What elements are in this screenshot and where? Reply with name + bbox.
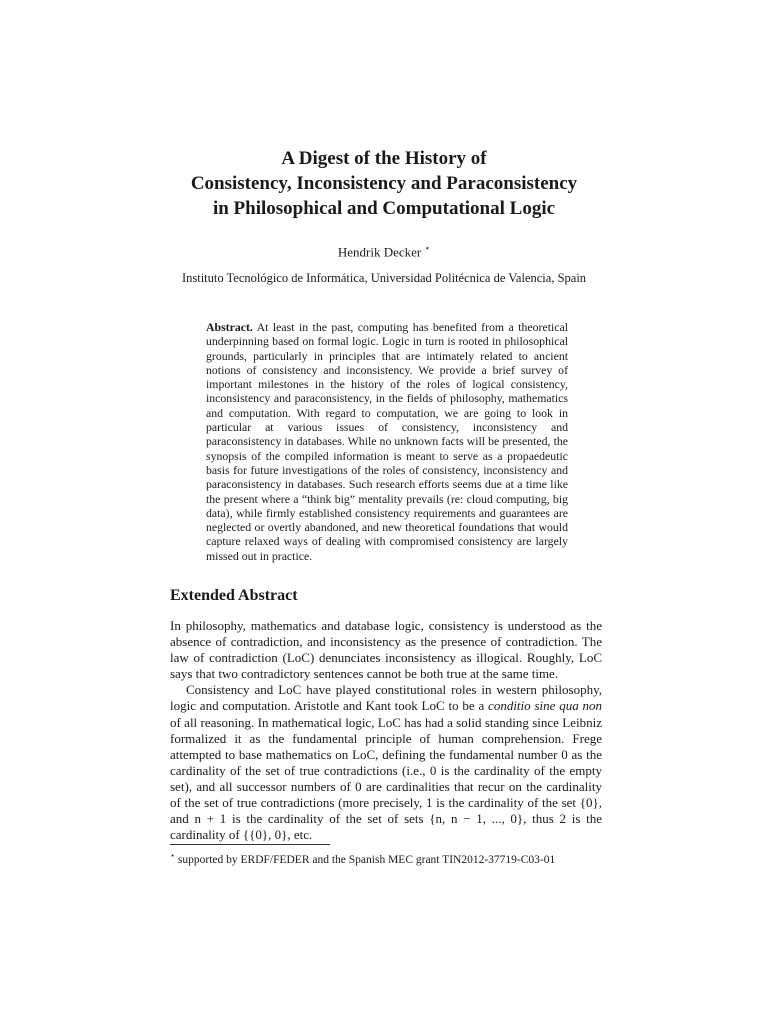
abstract-label: Abstract. — [206, 320, 253, 334]
paragraph-text: of all reasoning. In mathematical logic, LoC has had a solid standing since Leibniz formalized it as the fundamental principle of human comprehension. Frege attempted to base mathematics on LoC, defining the fundamental number 0 as the cardinality of the set of true contradictions (i.e., 0 is the cardinality of the empty set), and all successor numbers of 0 are cardinalities that recur on the cardinality of the set of true contradictions (more precisely, 1 is the cardinality of the set {0}, and n + 1 is the cardinality of the set of sets {n, n − 1, ..., 0}, thus 2 is the cardinality of {{0}, 0}, etc. — [170, 714, 602, 843]
body-text — [170, 618, 602, 843]
author-name: Hendrik Decker — [337, 244, 422, 260]
section-heading: Extended Abstract — [170, 587, 298, 604]
paper-title — [120, 146, 648, 221]
abstract-text: At least in the past, computing has benefited from a theoretical underpinning based on formal logic. Logic in turn is rooted in philosophical grounds, particularly in principles that are intimately related to ancient notions of consistency and inconsistency. We provide a brief survey of important milestones in the history of the roles of logical consistency, inconsistency and paraconsistency, in the fields of philosophy, mathematics and computation. With regard to computation, we are going to look in particular at various issues of consistency, inconsistency and paraconsistency in databases. While no unknown facts will be presented, the synopsis of the compiled information is meant to serve as a propaedeutic basis for future investigations of the roles of consistency, inconsistency and paraconsistency in databases. Such research efforts seems due at a time like the present where a “think big” mentality prevails (re: cloud computing, big data), while firmly established consistency requirements and guarantees are neglected or overtly abandoned, and new theoretical foundations that would capture relaxed ways of dealing with compromised consistency are largely missed out in practice. — [206, 320, 568, 563]
author-footnote-mark: ⋆ — [424, 243, 431, 253]
footnote-text: supported by ERDF/FEDER and the Spanish MEC grant TIN2012-37719-C03-01 — [175, 853, 556, 866]
footnote — [170, 849, 602, 867]
author — [200, 240, 568, 260]
affiliation: Instituto Tecnológico de Informática, Universidad Politécnica de Valencia, Spain — [181, 271, 587, 285]
title-line: in Philosophical and Computational Logic — [212, 198, 556, 219]
title-line: Consistency, Inconsistency and Paraconsistency — [190, 173, 578, 194]
footnote-divider — [170, 844, 330, 845]
abstract — [206, 320, 568, 563]
paragraph — [170, 682, 602, 843]
title-line: A Digest of the History of — [281, 148, 487, 169]
paragraph: In philosophy, mathematics and database logic, consistency is understood as the absence of contradiction, and inconsistency as the presence of contradiction. The law of contradiction (LoC) denunciates inconsistency as illogical. Roughly, LoC says that two contradictory sentences cannot be both true at the same time. — [170, 618, 602, 682]
paragraph-italic-text: conditio sine qua non — [488, 698, 603, 714]
footnote-mark: ⋆ — [170, 851, 176, 860]
paragraph-text: Consistency and LoC have played constitutional roles in western philosophy, logic and computation. Aristotle and Kant took LoC to be a — [170, 682, 602, 714]
